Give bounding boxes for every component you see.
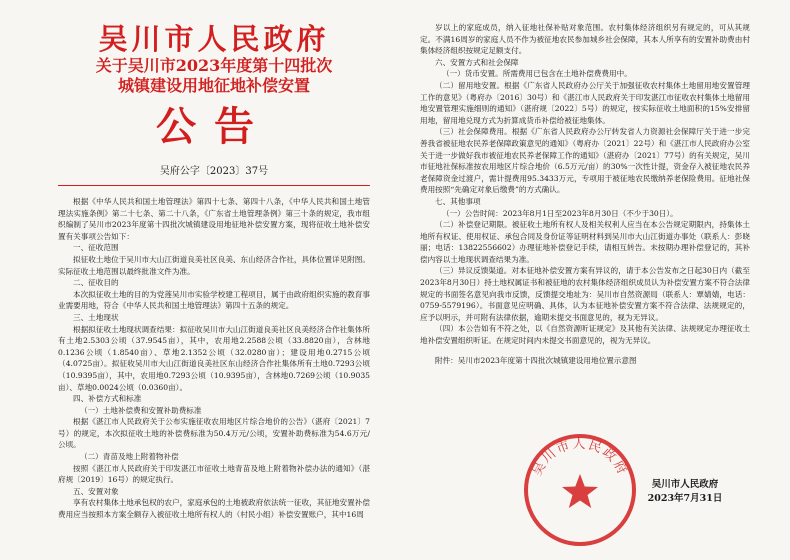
section-heading: 四、补偿方式和标准 [73,394,142,404]
section-heading: 三、土地现状 [73,312,119,322]
red-rule [58,185,370,186]
paragraph: 拟征收土地位于吴川市大山江街道良美社区良美、东山经济合作社，具体位置详见附图。实际征收土地范围以最终批准文件为准。 [58,254,370,276]
svg-text:吴川市人民政府: 吴川市人民政府 [529,437,631,479]
paragraph: （三）社会保障费用。根据《广东省人民政府办公厅转发省人力资源社会保障厅关于进一步完善我省被征地农民养老保障政策意见的通知》（粤府办〔2021〕22号）和《湛江市人民政府办公室关于进一步做好我市被征地农民养老保障工作的通知》（湛府办〔2021〕77号）的有关规定，吴川市征地社保标准按农用地区片综合地价（6.5万元/亩）的30%一次性计提，资金存入被征地农民养老保障资金过渡户，需计提费用95.3433万元，专项用于被征地农民缴纳养老保险费用。征地社保费用按照“先确定对象后缴费”的方式确认。 [420,127,750,195]
left-column [58,22,370,521]
right-body [420,22,750,347]
paragraph: 根据拟征收土地现状调查结果：拟征收吴川市大山江街道良美社区良美经济合作社集体所有土地2.5303公顷（37.9545亩），其中，农用地2.2588公顷（33.8820亩），含林地0.1236公顷（1.8540亩）、草地2.1352公顷（32.0280亩）；建设用地0.2715公顷（4.0725亩）。拟征收吴川市大山江街道良美社区东山经济合作社集体所有土地0.7293公顷（10.9395亩），其中，农用地0.7293公顷（10.9395亩），含林地0.7269公顷（10.9035亩）、草地0.0024公顷（0.0360亩）。 [58,324,370,392]
notice-heading: 公告 [156,103,272,150]
section-heading: 六、安置方式和社会保障 [435,57,519,67]
section-heading: 一、征收范围 [73,243,119,253]
section-heading: （一）货币安置。所需费用已包含在土地补偿费费用中。 [442,69,632,79]
title-line-2: 城镇建设用地征地补偿安置 [117,76,310,95]
paragraph: （二）补偿登记期限。被征收土地所有权人及相关权利人应当在本公告规定期限内，持集体土地所有权证、使用权证、承包合同及身份证等证明材料到吴川市大山江街道办事处（联系人：彭晓丽；电话：13822556602）办理征地补偿登记手续，请相互转告。未按期办理补偿登记的，其补偿内容以土地现状调查结果为准。 [420,220,750,264]
signature-block [620,478,750,506]
section-heading: （一）土地补偿费和安置补助费标准 [80,405,202,415]
paragraph: 根据《湛江市人民政府关于公布实施征收农用地区片综合地价的公告》（湛府〔2021〕7号）的规定，本次拟征收土地的补偿费标准为50.4万元/公顷，安置补助费标准为54.6万元/公顷。 [58,417,370,450]
left-body [58,196,370,521]
paragraph: （二）留用地安置。根据《广东省人民政府办公厅关于加强征收农村集体土地留用地安置管理工作的意见》（粤府办〔2016〕30号）和《湛江市人民政府关于印发湛江市征收农村集体土地留用地安置管理实施细则的通知》（湛府规〔2022〕5号）的规定，按实际征收土地面积的15%安排留用地，留用地兑现方式为折算成货币补偿给被征地集体。 [420,80,750,125]
title-line-1: 关于吴川市2023年度第十四批次 [95,56,333,75]
document-number: 吴府公字〔2023〕37号 [159,166,269,177]
signature-date: 2023年7月31日 [647,493,723,504]
section-heading: （一）公告时间：2023年8月1日至2023年8月30日（不少于30日）。 [442,208,678,218]
paragraph: 本次拟征收土地的目的为党莲吴川市实验学校建工程项目，属于由政府组织实施的教育事业需要用地，符合《中华人民共和国土地管理法》第四十五条的规定。 [58,289,370,311]
attachment-note: 附件：吴川市2023年度第十四批次城镇建设用地位置示意图 [435,355,637,365]
signature-org: 吴川市人民政府 [651,479,719,490]
section-heading: 五、安置对象 [73,486,119,496]
paragraph: 享有农村集体土地承包权的农户，家庭承包的土地被政府依法统一征收，其征地安置补偿费用应当按照本方案全额存入被征收土地所有权人的（村民小组）补偿安置账户，其中16周 [58,498,370,520]
issuing-org: 吴川市人民政府 [98,22,330,56]
paragraph: （三）异议反馈渠道。对本征地补偿安置方案有异议的，请于本公告发布之日起30日内（截至2023年8月30日）持土地权属证书和被征地的农村集体经济组织成员认为补偿安置方案不符合法律规定的书面签名意见向我市反馈，反馈提交地址为：吴川市自然资源局（联系人：覃婧婧，电话：0759-5579196）。书面意见应明确、具体，认为本征地补偿安置方案不符合法律、法规规定的，应予以明示，并可附有法律依据，逾期未提交书面意见的，视为无异议。 [420,266,750,322]
paragraph: 根据《中华人民共和国土地管理法》第四十七条、第四十八条，《中华人民共和国土地管理法实施条例》第二十七条、第二十八条，《广东省土地管理条例》第三十条的规定，我市组织编制了吴川市2023年度第十四批次城镇建设用地征地补偿安置方案，现将征收土地补偿安置有关事项公告如下： [58,197,370,241]
section-heading: （二）青苗及地上附着物补偿 [80,452,179,462]
paragraph: 按照《湛江市人民政府关于印发湛江市征收土地青苗及地上附着物补偿办法的通知》（湛府规〔2019〕16号）的规定执行。 [58,463,370,485]
paragraph: 岁以上的家庭成员，纳入征地社保补贴对象范围。农村集体经济组织另有规定的，可从其规定。不满16周岁的家庭人员不作为被征地农民参加城乡社会保障，其本人所享有的安置补助费由村集体经济组织按规定足额支付。 [420,23,750,56]
section-heading: 二、征收目的 [73,278,119,288]
paragraph: （四）本公告如有不符之处，以《自然资源听证规定》及其他有关法律、法规规定办理征收土地补偿安置组织听证。在规定时间内未提交书面意见的，视为无异议。 [420,324,750,346]
section-heading: 七、其他事项 [435,196,481,206]
right-column [420,22,750,366]
